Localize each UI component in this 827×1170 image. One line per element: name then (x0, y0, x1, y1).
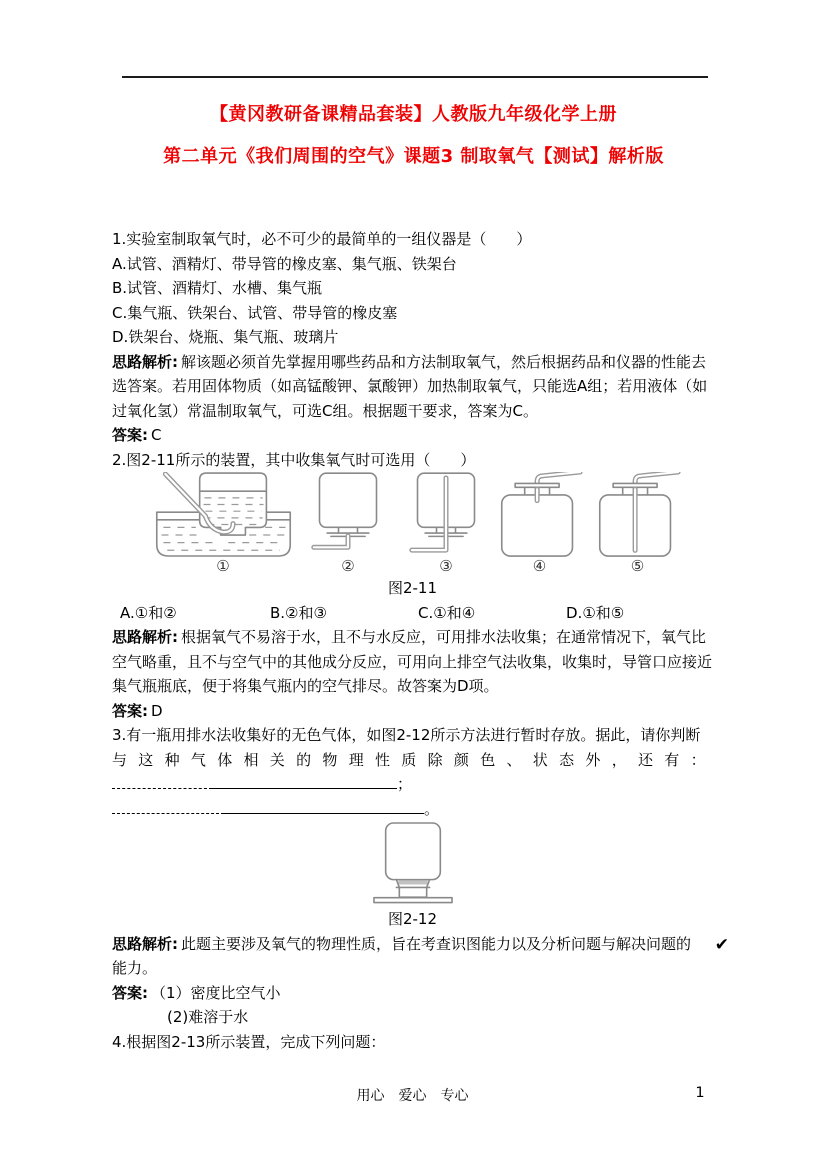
apparatus-3-label: ③ (439, 557, 453, 575)
q2-analysis-line1: 思路解析: 根据氧气不易溶于水，且不与水反应，可用排水法收集；在通常情况下，氧气比 (112, 628, 707, 646)
q2-analysis-line2: 空气略重，且不与空气中的其他成分反应，可用向上排空气法收集，收集时，导管口应接近 (112, 652, 713, 671)
q3-answer-line2: (2)难溶于水 (167, 1008, 249, 1026)
analysis-label: 思路解析: (112, 628, 178, 646)
checkmark-icon: ✔ (714, 934, 729, 955)
apparatus-5-label: ⑤ (630, 557, 645, 575)
apparatus-2-inverted-bottle-short-tube (308, 472, 388, 574)
page-number: 1 (695, 1085, 705, 1101)
analysis-label: 思路解析: (112, 934, 178, 953)
inverted-bottle-long-tube-diagram (408, 472, 484, 558)
q3-stem-line2: 与这种气体相关的物理性质除颜色、状态外，还有： (112, 750, 717, 769)
upright-bottle-short-tube-diagram (494, 472, 585, 558)
q2-options (112, 601, 713, 626)
q2-stem: 2.图2-11所示的装置，其中收集氧气时可选用（ ） (112, 450, 476, 469)
q2-option-d: D.①和⑤ (566, 603, 625, 622)
apparatus-4-upright-bottle-short-tube (492, 472, 587, 574)
q1-option-b: B.试管、酒精灯、水槽、集气瓶 (112, 279, 323, 297)
q1-option-c: C.集气瓶、铁架台、试管、带导管的橡皮塞 (112, 303, 398, 322)
apparatus-5-upright-bottle-long-tube (590, 472, 685, 574)
q1-option-d: D.铁架台、烧瓶、集气瓶、玻璃片 (112, 328, 339, 346)
figure-2-11-caption: 图2-11 (387, 579, 438, 597)
q2-option-c: C.①和④ (418, 603, 476, 622)
q2-analysis-line3: 集气瓶瓶底，便于将集气瓶内的空气排尽。故答案为D项。 (112, 677, 499, 695)
q1-analysis-line3: 过氧化氢）常温制取氧气，可选C组。根据题干要求，答案为C。 (112, 401, 538, 420)
q3-answer-blank-1: ； (112, 772, 713, 797)
answer-label: 答案: (112, 983, 148, 1002)
apparatus-1-label: ① (216, 557, 230, 575)
blank-dashed-segment (112, 773, 212, 789)
doc-title-line2: 第二单元《我们周围的空气》课题3 制取氧气【测试】解析版 (163, 146, 664, 167)
q2-option-a: A.①和② (120, 603, 177, 622)
figure-2-12-caption: 图2-12 (387, 910, 438, 928)
q1-analysis-line1: 思路解析: 解该题必须首先掌握用哪些药品和方法制取氧气，然后根据药品和仪器的性能去 (112, 352, 707, 371)
apparatus-4-label: ④ (532, 557, 547, 575)
q3-analysis-line1: 思路解析: 此题主要涉及氧气的物理性质，旨在考查识图能力以及分析问题与解决问题的 ✔ (112, 932, 713, 957)
blank-dashed-segment (112, 798, 224, 814)
apparatus-1-water-trough (148, 472, 298, 574)
q3-stem-line1: 3.有一瓶用排水法收集好的无色气体，如图2-12所示方法进行暂时存放。据此，请你判断 (112, 726, 701, 744)
doc-title-line1: 【黄冈教研备课精品套装】人教版九年级化学上册 (210, 104, 617, 125)
upright-bottle-long-tube-diagram (592, 472, 683, 558)
water-displacement-diagram (152, 472, 295, 558)
inverted-bottle-diagram (310, 472, 386, 558)
q2-answer: 答案: D (112, 701, 163, 720)
blank-solid-segment (224, 798, 424, 814)
figure-2-11 (112, 472, 713, 576)
q1-stem: 1.实验室制取氧气时，必不可少的最简单的一组仪器是（ ） (112, 230, 532, 248)
q3-answer-line1: 答案: （1）密度比空气小 (112, 983, 281, 1002)
answer-label: 答案: (112, 426, 148, 444)
q1-analysis-line2: 选答案。若用固体物质（如高锰酸钾、氯酸钾）加热制取氧气，只能选A组；若用液体（如 (112, 377, 708, 395)
q3-analysis-line2: 能力。 (112, 959, 158, 977)
q3-answer-blank-2: 。 (112, 797, 713, 822)
q1-answer: 答案: C (112, 426, 162, 444)
q4-stem: 4.根据图2-13所示装置，完成下列问题： (112, 1032, 386, 1051)
q1-option-a: A.试管、酒精灯、带导管的橡皮塞、集气瓶、铁架台 (112, 254, 457, 273)
worksheet-body (112, 227, 729, 1054)
q2-option-b: B.②和③ (270, 603, 327, 622)
figure-2-12 (112, 821, 713, 932)
answer-label: 答案: (112, 701, 148, 720)
header-rule (122, 76, 708, 78)
analysis-label: 思路解析: (112, 352, 178, 371)
blank-solid-segment (212, 773, 397, 789)
inverted-bottle-on-plate-diagram (372, 821, 454, 907)
apparatus-3-inverted-bottle-long-tube (406, 472, 486, 574)
apparatus-2-label: ② (341, 557, 355, 575)
footer-motto: 用心 爱心 专心 (356, 1088, 469, 1104)
